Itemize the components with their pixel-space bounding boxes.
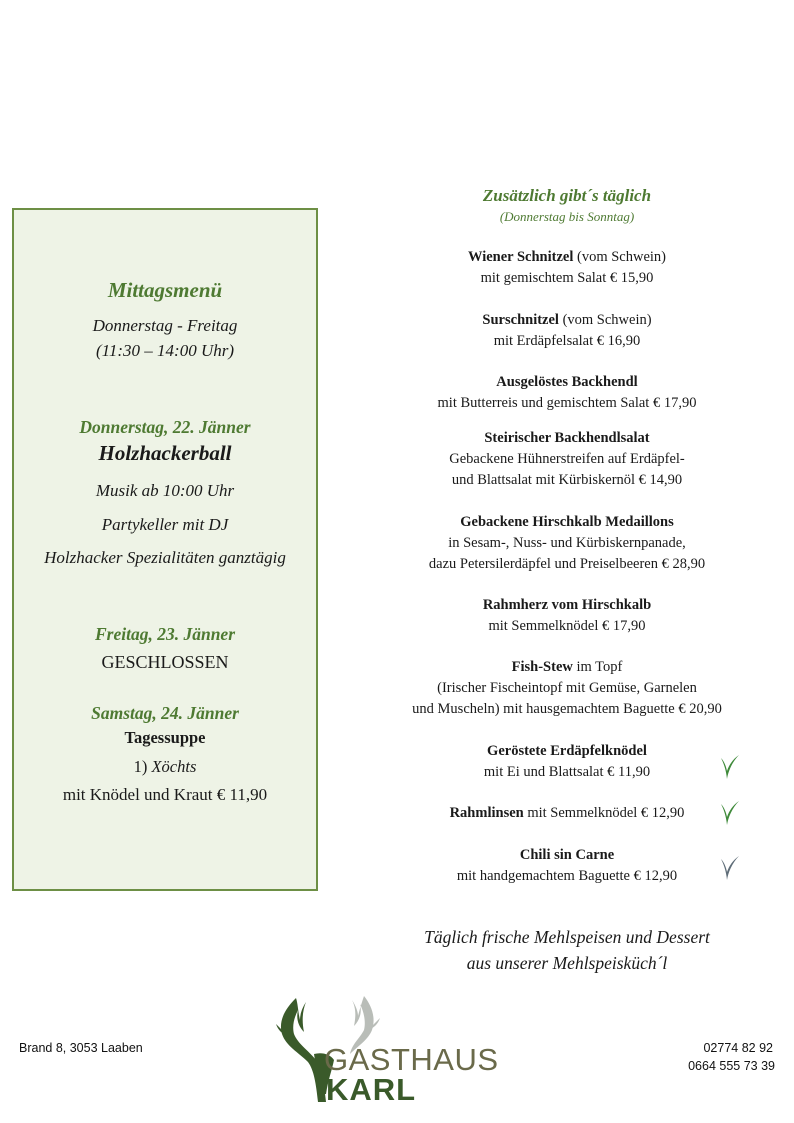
footer-phone-mobile: 0664 555 73 39	[688, 1059, 775, 1073]
dish-name: Gebackene Hirschkalb Medaillons	[460, 514, 674, 530]
dish-description: Gebackene Hühnerstreifen auf Erdäpfel-	[449, 451, 685, 467]
dish-name: Surschnitzel (vom Schwein)	[482, 312, 652, 328]
dish-description: mit Semmelknödel € 17,90	[488, 618, 646, 634]
soup-title: Tagessuppe	[124, 728, 206, 747]
dish-description: und Blattsalat mit Kürbiskernöl € 14,90	[451, 472, 683, 488]
dish-description: (Irischer Fischeintopf mit Gemüse, Garnelen	[437, 680, 697, 696]
soup-name: Xöchts	[151, 757, 197, 776]
dish-description: mit handgemachtem Baguette € 12,90	[456, 868, 678, 884]
logo-text-karl: KARL	[326, 1072, 417, 1107]
event-title-holzhackerball: Holzhackerball	[98, 441, 232, 465]
event-detail-music: Musik ab 10:00 Uhr	[95, 481, 235, 500]
dish-name: Ausgelöstes Backhendl	[496, 374, 638, 390]
specials-subheading: (Donnerstag bis Sonntag)	[499, 209, 635, 224]
dish-description: mit Butterreis und gemischtem Salat € 17,90	[437, 395, 697, 411]
dish-description: in Sesam-, Nuss- und Kürbiskernpanade,	[448, 535, 686, 551]
closing-line-1: Täglich frische Mehlspeisen und Dessert	[424, 927, 710, 947]
dish-description: und Muscheln) mit hausgemachtem Baguette € 20,90	[412, 701, 722, 717]
menu-days: Donnerstag - Freitag	[92, 316, 238, 335]
event-date-saturday: Samstag, 24. Jänner	[91, 703, 239, 723]
dish-description: mit Erdäpfelsalat € 16,90	[493, 333, 641, 349]
event-detail-specialties: Holzhacker Spezialitäten ganztägig	[44, 548, 286, 567]
vegetarian-leaf-icon	[718, 798, 742, 828]
event-date-thursday: Donnerstag, 22. Jänner	[79, 417, 251, 437]
dish-name: Rahmlinsen mit Semmelknödel € 12,90	[449, 805, 685, 821]
logo-text-gasthaus: GASTHAUS	[324, 1042, 499, 1077]
dish-name: Fish-Stew im Topf	[511, 659, 623, 675]
footer-address: Brand 8, 3053 Laaben	[19, 1041, 143, 1055]
dish-name: Wiener Schnitzel (vom Schwein)	[467, 249, 666, 265]
vegetarian-leaf-icon	[718, 752, 742, 782]
event-date-friday: Freitag, 23. Jänner	[94, 624, 236, 644]
dish-description: dazu Petersilerdäpfel und Preiselbeeren € 28,90	[428, 556, 706, 572]
dish-name: Rahmherz vom Hirschkalb	[482, 597, 652, 613]
soup-number: 1)	[133, 757, 148, 776]
closing-line-2: aus unserer Mehlspeisküch´l	[466, 953, 668, 973]
daily-specials-column	[370, 0, 764, 1000]
vegan-leaf-icon	[718, 853, 742, 883]
dish-name: Chili sin Carne	[519, 847, 615, 863]
soup-item	[14, 757, 316, 777]
menu-hours: (11:30 – 14:00 Uhr)	[95, 341, 235, 360]
menu-heading: Mittagsmenü	[107, 278, 223, 302]
dish-name: Steirischer Backhendlsalat	[484, 430, 650, 446]
dish-name: Geröstete Erdäpfelknödel	[487, 743, 647, 759]
event-detail-party: Partykeller mit DJ	[101, 515, 229, 534]
specials-heading: Zusätzlich gibt´s täglich	[482, 186, 652, 205]
dish-description: mit Ei und Blattsalat € 11,90	[483, 764, 651, 780]
daily-menu-panel	[12, 208, 318, 891]
dish-description: mit gemischtem Salat € 15,90	[480, 270, 654, 286]
footer-phone-landline: 02774 82 92	[703, 1041, 773, 1055]
soup-price: mit Knödel und Kraut € 11,90	[62, 785, 268, 804]
status-closed: GESCHLOSSEN	[101, 652, 229, 672]
